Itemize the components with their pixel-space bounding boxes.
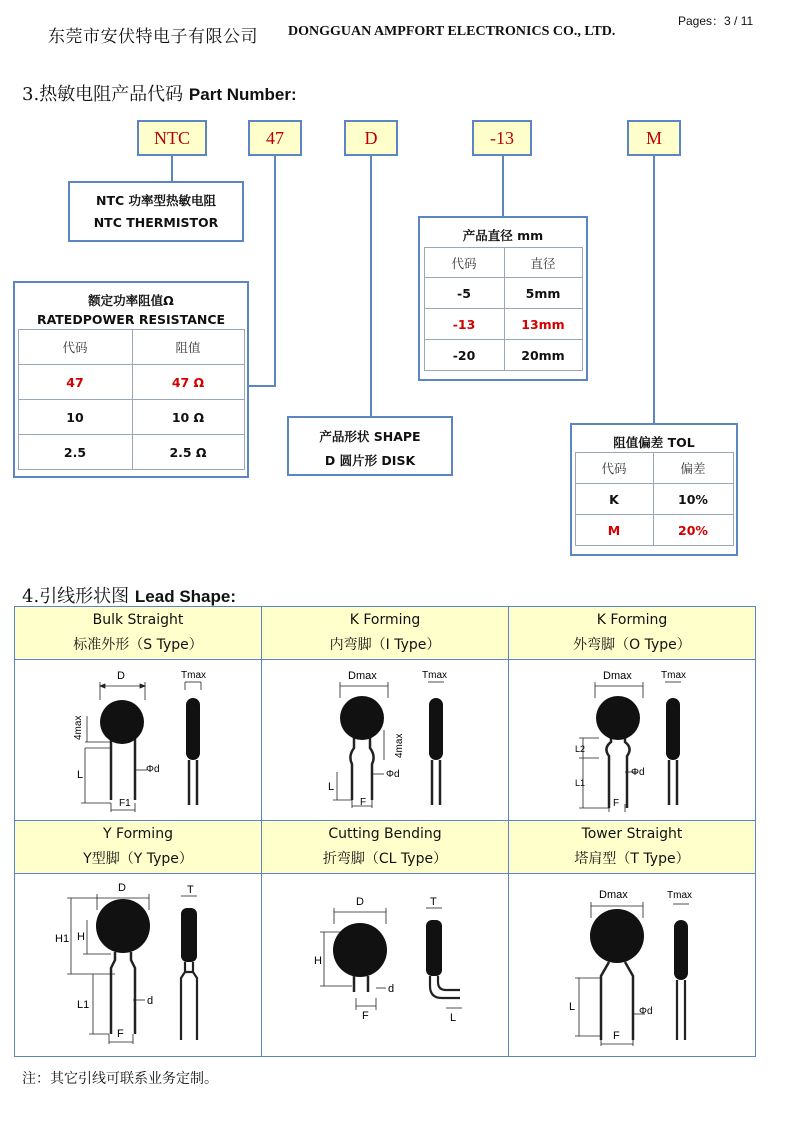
thermistor-disc: [590, 909, 644, 963]
resistance-cell: 10: [18, 400, 132, 435]
tolerance-header-code: 代码: [575, 453, 653, 484]
thermistor-disc: [100, 700, 144, 744]
thermistor-disc: [340, 696, 384, 740]
lead-type-cn: 外弯脚（O Type）: [573, 637, 691, 653]
dim-d-small-label: d: [147, 995, 154, 1007]
dim-tmax-label: Tmax: [181, 670, 206, 681]
resistance-header-code: 代码: [18, 330, 132, 365]
tolerance-cell: M: [575, 515, 653, 546]
lead-diagram-cl: [262, 874, 509, 1057]
dim-t-label: T: [430, 896, 437, 908]
connector-shape: [370, 156, 372, 416]
shape-label-box: [287, 416, 453, 476]
resistance-title-cn: 额定功率阻值Ω: [88, 293, 174, 308]
lead-type-en: K Forming: [349, 612, 421, 628]
tolerance-header-value: 偏差: [653, 453, 733, 484]
section3-title-en: Part Number:: [188, 85, 297, 104]
dim-phid-label: Φd: [639, 1006, 653, 1017]
dim-tmax-label: Tmax: [422, 670, 447, 681]
dim-d-small-label: d: [388, 983, 395, 995]
resistance-cell: 10 Ω: [132, 400, 244, 435]
shape-label-line2: D 圆片形 DISK: [324, 453, 416, 468]
tolerance-table-box: [570, 423, 738, 556]
section4-number: 4.: [22, 586, 40, 607]
dim-l-label: L: [77, 769, 84, 781]
dim-f-label: F: [613, 1030, 620, 1042]
ntc-label-box: [68, 181, 244, 242]
shape-label-line1: 产品形状 SHAPE: [319, 429, 421, 444]
dim-t-label: T: [187, 884, 194, 896]
dim-phid-label: Φd: [386, 769, 400, 780]
tolerance-table: [575, 452, 734, 546]
dim-d-label: D: [118, 882, 126, 894]
dim-d-label: D: [356, 896, 364, 908]
resistance-table: [18, 329, 245, 470]
dim-f-label: F: [613, 798, 620, 809]
diameter-cell: -20: [424, 340, 504, 371]
dim-phid-label: Φd: [631, 767, 645, 778]
connector-diameter: [502, 156, 504, 216]
tolerance-title: 阻值偏差 TOL: [613, 435, 695, 450]
ntc-label-line2: NTC THERMISTOR: [93, 215, 219, 230]
code-box-tolerance: M: [627, 120, 681, 156]
ntc-label-line1: NTC 功率型热敏电阻: [95, 193, 216, 208]
footnote: 注：其它引线可联系业务定制。: [22, 1071, 218, 1087]
diameter-title: 产品直径 mm: [462, 228, 544, 243]
dim-dmax-label: Dmax: [348, 670, 377, 682]
connector-tolerance: [653, 156, 655, 423]
lead-type-en: Y Forming: [103, 826, 173, 842]
section3-title-cn: 热敏电阻产品代码: [39, 84, 184, 105]
thermistor-disc: [596, 696, 640, 740]
thermistor-disc: [96, 899, 150, 953]
dim-4max-label: 4max: [394, 733, 405, 758]
connector-resistance-v: [274, 156, 276, 386]
connector-resistance-h: [248, 385, 276, 387]
lead-type-cn: 内弯脚（I Type）: [329, 637, 441, 653]
diameter-table: [424, 247, 583, 371]
code-box-shape: D: [344, 120, 398, 156]
dim-dmax-label: Dmax: [599, 889, 628, 901]
lead-type-en: Cutting Bending: [328, 826, 442, 842]
lead-type-o-header: [509, 607, 756, 660]
lead-diagram-o: [509, 660, 756, 821]
diameter-cell: -13: [424, 309, 504, 340]
lead-diagram-s: [15, 660, 262, 821]
dim-f1-label: F1: [119, 798, 131, 809]
diameter-header-value: 直径: [504, 248, 582, 278]
company-name-cn: 东莞市安伏特电子有限公司: [48, 27, 258, 47]
lead-type-cn: 折弯脚（CL Type）: [322, 851, 448, 867]
dim-dmax-label: Dmax: [603, 670, 632, 682]
code-box-diameter: -13: [472, 120, 532, 156]
dim-phid-label: Φd: [146, 764, 160, 775]
dim-f-label: F: [362, 1010, 369, 1022]
dim-l-label: L: [450, 1012, 457, 1024]
tolerance-cell: K: [575, 484, 653, 515]
lead-type-cl-header: [262, 821, 509, 874]
resistance-cell: 47: [18, 365, 132, 400]
dim-f-label: F: [117, 1028, 124, 1040]
lead-type-t-header: [509, 821, 756, 874]
dim-tmax-label: Tmax: [661, 670, 686, 681]
dim-h1-label: H1: [55, 933, 70, 945]
code-box-ntc: NTC: [137, 120, 207, 156]
dim-h-label: H: [77, 931, 85, 943]
lead-diagram-i: [262, 660, 509, 821]
tolerance-cell: 10%: [653, 484, 733, 515]
dim-l1-label: L1: [575, 778, 586, 788]
dim-tmax-label: Tmax: [667, 890, 692, 901]
lead-type-en: Bulk Straight: [92, 612, 184, 628]
thermistor-disc: [333, 923, 387, 977]
section4-title-en: Lead Shape:: [134, 587, 237, 606]
lead-type-cn: 塔肩型（T Type）: [574, 851, 690, 867]
diameter-cell: 13mm: [504, 309, 582, 340]
lead-type-y-header: [15, 821, 262, 874]
lead-type-en: Tower Straight: [581, 826, 683, 842]
resistance-cell: 2.5: [18, 435, 132, 470]
diameter-cell: 5mm: [504, 278, 582, 309]
dim-4max-label: 4max: [73, 715, 84, 740]
section3-number: 3.: [22, 84, 40, 105]
dim-l2-label: L2: [575, 744, 586, 754]
section4-title-cn: 引线形状图: [39, 586, 130, 607]
dim-l1-label: L1: [77, 999, 90, 1011]
resistance-cell: 2.5 Ω: [132, 435, 244, 470]
diameter-header-code: 代码: [424, 248, 504, 278]
resistance-header-value: 阻值: [132, 330, 244, 365]
company-name-en: DONGGUAN AMPFORT ELECTRONICS CO., LTD.: [288, 24, 616, 39]
page-number: Pages：3 / 11: [678, 14, 754, 28]
tolerance-cell: 20%: [653, 515, 733, 546]
dim-l-label: L: [328, 781, 335, 793]
diameter-table-box: [418, 216, 588, 381]
dim-f-label: F: [360, 797, 367, 808]
lead-type-i-header: [262, 607, 509, 660]
resistance-table-box: [13, 281, 249, 478]
diameter-cell: -5: [424, 278, 504, 309]
dim-l-label: L: [569, 1001, 576, 1013]
lead-shape-table: [14, 606, 756, 1057]
connector-ntc: [171, 156, 173, 181]
dim-d-label: D: [117, 670, 125, 682]
lead-diagram-t: [509, 874, 756, 1057]
code-box-resistance: 47: [248, 120, 302, 156]
lead-type-en: K Forming: [596, 612, 668, 628]
lead-diagram-y: [15, 874, 262, 1057]
dim-h-label: H: [314, 955, 322, 967]
section4-title: [22, 582, 236, 608]
resistance-cell: 47 Ω: [132, 365, 244, 400]
lead-type-cn: 标准外形（S Type）: [73, 637, 203, 653]
diameter-cell: 20mm: [504, 340, 582, 371]
resistance-title-en: RATEDPOWER RESISTANCE: [36, 312, 226, 327]
lead-type-s-header: [15, 607, 262, 660]
section3-title: [22, 80, 297, 106]
lead-type-cn: Y型脚（Y Type）: [83, 851, 193, 867]
resistance-title: [15, 283, 247, 329]
